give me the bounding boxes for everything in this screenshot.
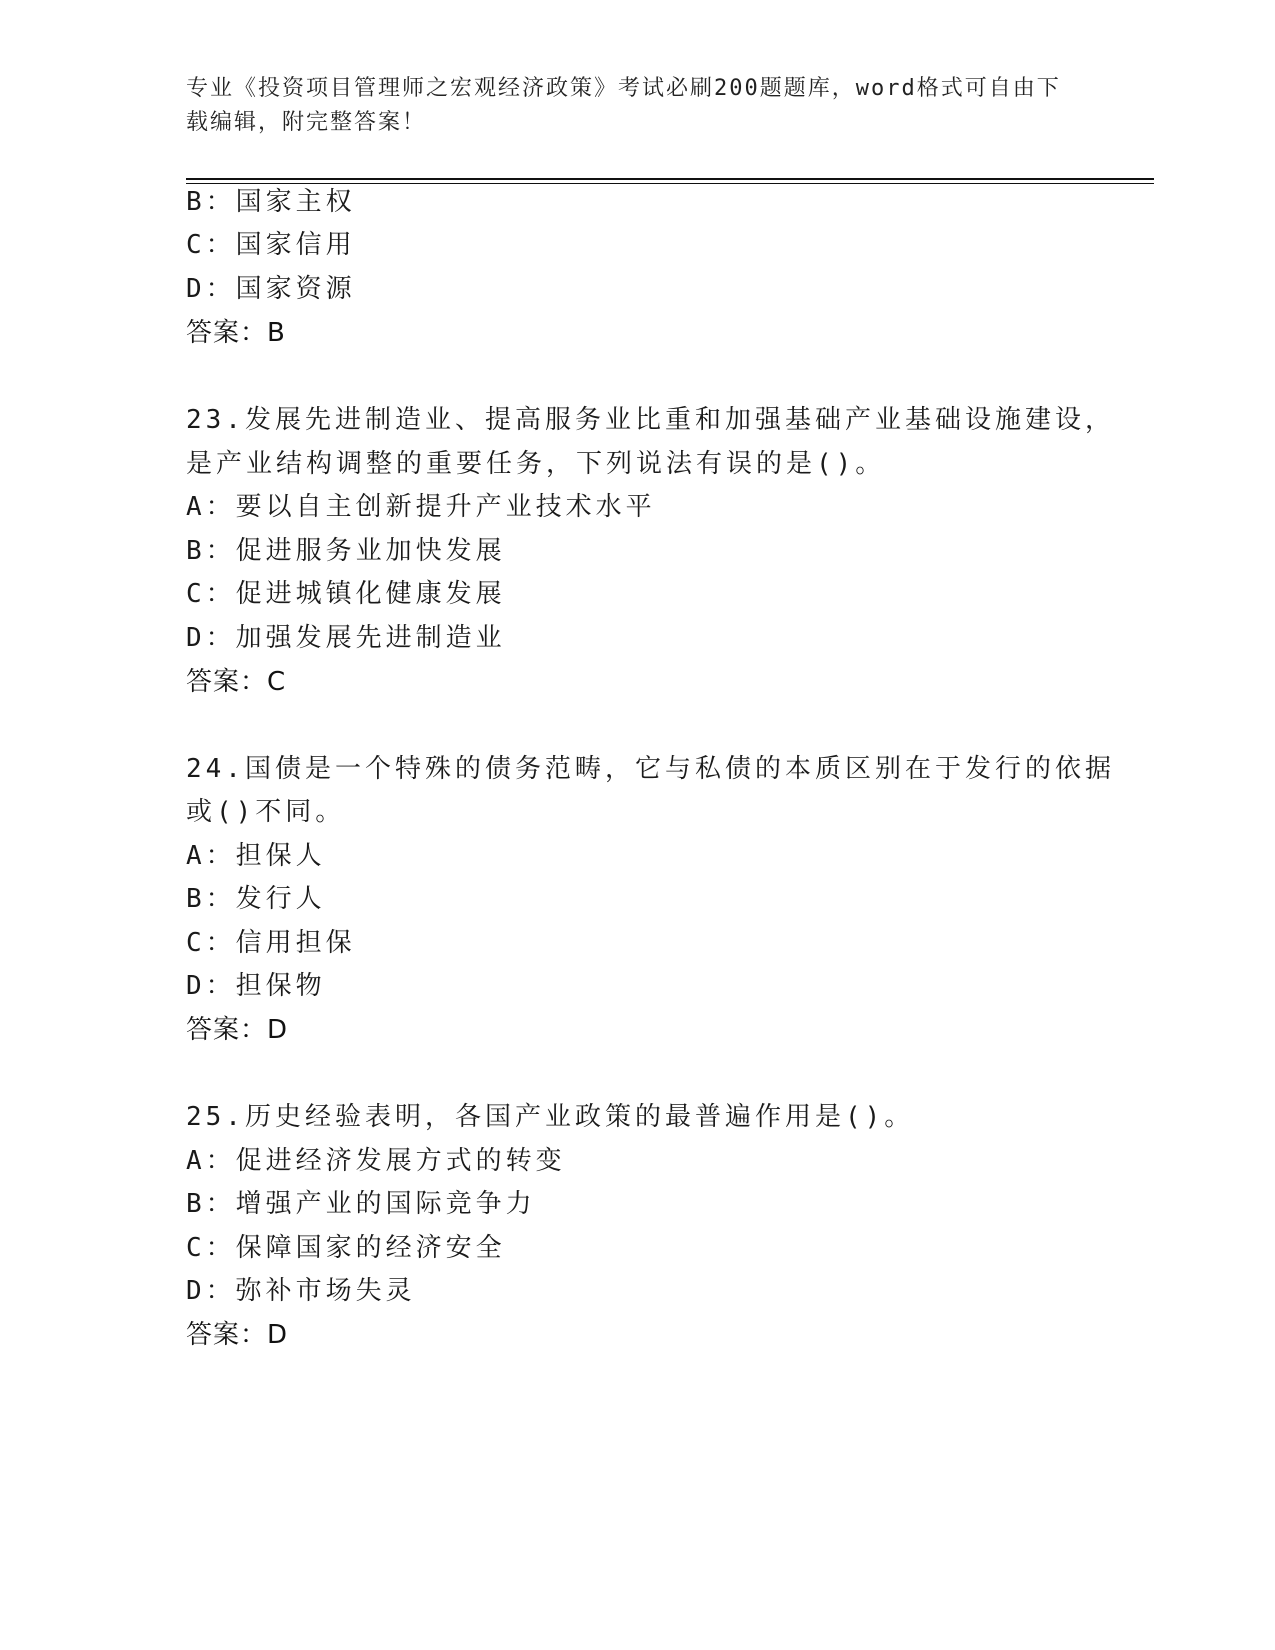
option-d: D：加强发展先进制造业 bbox=[186, 623, 506, 653]
option-b: B：增强产业的国际竞争力 bbox=[186, 1189, 536, 1219]
option-c: C：促进城镇化健康发展 bbox=[186, 579, 506, 609]
answer-line: 答案：D bbox=[186, 1015, 289, 1045]
answer-line: 答案：C bbox=[186, 667, 287, 697]
option-c: C：保障国家的经济安全 bbox=[186, 1233, 506, 1263]
question-stem: 是产业结构调整的重要任务，下列说法有误的是()。 bbox=[186, 449, 886, 479]
option-d: D：国家资源 bbox=[186, 274, 356, 304]
option-d: D：弥补市场失灵 bbox=[186, 1276, 416, 1306]
question-stem: 23.发展先进制造业、提高服务业比重和加强基础产业基础设施建设， bbox=[186, 405, 1115, 435]
question-stem: 或()不同。 bbox=[186, 797, 346, 827]
option-c: C：信用担保 bbox=[186, 928, 356, 958]
answer-line: 答案：B bbox=[186, 318, 286, 348]
page-header: 专业《投资项目管理师之宏观经济政策》考试必刷200题题库，word格式可自由下载编辑，附完整答案！ bbox=[186, 76, 1061, 135]
question-stem: 25.历史经验表明，各国产业政策的最普遍作用是()。 bbox=[186, 1102, 915, 1132]
question-stem: 24.国债是一个特殊的债务范畴，它与私债的本质区别在于发行的依据 bbox=[186, 754, 1115, 784]
option-a: A：担保人 bbox=[186, 841, 326, 871]
option-a: A：要以自主创新提升产业技术水平 bbox=[186, 492, 656, 522]
option-a: A：促进经济发展方式的转变 bbox=[186, 1146, 566, 1176]
option-b: B：促进服务业加快发展 bbox=[186, 536, 506, 566]
option-b: B：发行人 bbox=[186, 884, 326, 914]
header-rule-thin bbox=[186, 183, 1154, 184]
option-c: C：国家信用 bbox=[186, 230, 356, 260]
answer-line: 答案：D bbox=[186, 1320, 289, 1350]
option-d: D：担保物 bbox=[186, 971, 326, 1001]
header-rule-thick bbox=[186, 178, 1154, 180]
option-b: B：国家主权 bbox=[186, 187, 356, 217]
